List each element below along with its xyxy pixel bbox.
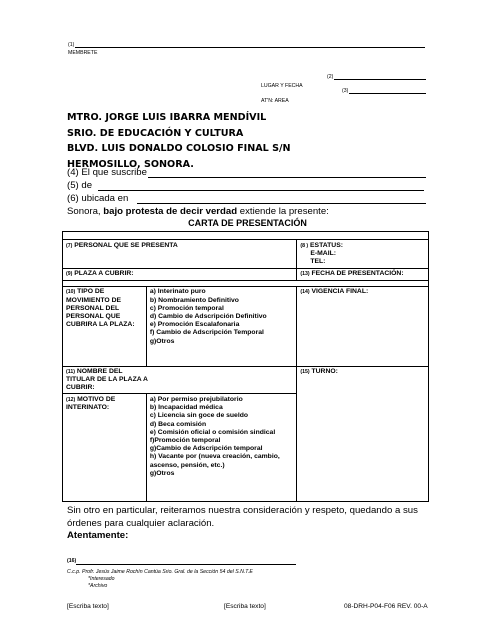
field-9-number: (9) [66, 271, 73, 278]
recipient-address: BLVD. LUIS DONALDO COLOSIO FINAL S/N [67, 143, 291, 154]
field-5-line[interactable] [98, 190, 424, 191]
field-4-label: (4) El que suscribe [67, 167, 147, 178]
membrete-label: MEMBRETE [68, 50, 98, 56]
ccp-interesado: *Interesado [88, 576, 115, 582]
field-2-line[interactable] [334, 79, 426, 80]
field-15-cell[interactable] [297, 366, 429, 502]
field-10-number: (10) [66, 289, 76, 296]
field-6-line[interactable] [137, 203, 426, 204]
signature-line[interactable] [76, 564, 296, 565]
field-13-cell[interactable] [297, 268, 429, 280]
interinato-option[interactable]: g)Cambio de Adscripción temporal [149, 445, 263, 453]
ccp-text: C.c.p. Profr. Jesús Jaime Rochín Cantúa Srio. Gral. de la Sección 54 del S.N.T.E [67, 569, 253, 575]
protesta-line [67, 206, 329, 217]
movement-option[interactable]: e) Promoción Escalafonaria [149, 321, 240, 329]
recipient-name: MTRO. JORGE LUIS IBARRA MENDÍVIL [67, 112, 267, 123]
field-5-label: (5) de [67, 180, 93, 191]
field-8-cell[interactable] [297, 240, 429, 269]
document-title: CARTA DE PRESENTACIÓN [188, 218, 307, 228]
recipient-city: HERMOSILLO, SONORA. [67, 158, 194, 170]
field-8-label: ESTATUS: [310, 241, 343, 249]
field-12-cell [63, 394, 147, 502]
field-15-label: TURNO: [311, 368, 338, 376]
movement-option[interactable]: d) Cambio de Adscripción Definitivo [149, 312, 267, 320]
protesta-bold: bajo protesta de decir verdad [103, 206, 238, 217]
field-11-number: (11) [66, 368, 75, 375]
interinato-option[interactable]: d) Beca comisión [149, 420, 207, 428]
field-7-cell[interactable] [63, 240, 297, 269]
field-10-cell [63, 286, 147, 366]
closing-text: Sin otro en particular, reiteramos nuestra consideración y respeto, quedando a sus órdenes para cualquier aclaración. [67, 505, 418, 529]
field-7-number: (7) [66, 242, 73, 249]
interinato-option[interactable]: h) Vacante por (nueva creación, cambio, ascenso, pensión, etc.) [149, 453, 280, 469]
field-14-cell[interactable] [297, 286, 429, 366]
movement-option[interactable]: b) Nombramiento Definitivo [149, 296, 239, 304]
footer-document-code: 08-DRH-P04-F06 REV. 00-A [344, 603, 428, 610]
field-2-number: (2) [327, 74, 334, 80]
protesta-pre: Sonora, [67, 206, 101, 217]
field-16-number: (16) [67, 558, 77, 564]
interinato-option[interactable]: g)Otros [149, 469, 175, 477]
atn-area-label: AT'N: AREA [261, 98, 289, 104]
field-13-number: (13) [300, 271, 310, 278]
lugar-fecha-label: LUGAR Y FECHA [261, 83, 303, 89]
field-14-label: VIGENCIA FINAL: [311, 288, 369, 296]
form-top-spacer [63, 232, 429, 240]
field-9-label: PLAZA A CUBRIR: [74, 270, 134, 278]
field-12-options[interactable] [146, 394, 297, 502]
field-4-line[interactable] [148, 177, 426, 178]
atentamente-label: Atentamente: [67, 530, 129, 541]
field-6-label: (6) ubicada en [67, 193, 129, 204]
movement-option[interactable]: c) Promoción temporal [149, 304, 224, 312]
field-12-number: (12) [66, 396, 76, 403]
interinato-option[interactable]: c) Licencia sin goce de sueldo [149, 412, 249, 420]
field-11-cell[interactable] [63, 366, 297, 394]
interinato-option[interactable]: f)Promoción temporal [149, 436, 221, 444]
presentation-form [62, 231, 429, 502]
interinato-option[interactable]: a) Por permiso prejubilatorio [149, 395, 243, 403]
movement-option[interactable]: a) Interinato puro [149, 288, 206, 296]
field-8-number: (8 ) [300, 242, 309, 249]
interinato-option[interactable]: e) Comisión oficial o comisión sindical [149, 428, 276, 436]
membrete-line[interactable] [75, 47, 425, 48]
footer-center-text: [Escriba texto] [224, 603, 266, 610]
field-12-label: MOTIVO DE INTERINATO: [66, 395, 116, 412]
field-10-label: TIPO DE MOVIMIENTO DE PERSONAL DEL PERSONAL QUE CUBRIRA LA PLAZA: [66, 288, 135, 329]
email-label: E-MAIL: [310, 249, 337, 257]
field-15-number: (15) [300, 369, 310, 376]
field-9-cell[interactable] [63, 268, 297, 280]
footer-left-text: [Escriba texto] [67, 603, 109, 610]
recipient-block [67, 110, 291, 172]
ccp-archivo: *Archivo [88, 583, 108, 589]
field-13-label: FECHA DE PRESENTACIÓN: [311, 270, 404, 278]
interinato-option[interactable]: b) Incapacidad médica [149, 404, 223, 412]
field-3-line[interactable] [349, 93, 426, 94]
recipient-position: SRIO. DE EDUCACIÓN Y CULTURA [67, 127, 244, 139]
tel-label: TEL: [310, 257, 326, 265]
field-3-number: (3) [342, 88, 349, 94]
protesta-post: extiende la presente: [239, 206, 329, 217]
movement-option[interactable]: f) Cambio de Adscripción Temporal [149, 329, 264, 337]
field-7-label: PERSONAL QUE SE PRESENTA [74, 241, 178, 249]
field-1-number: (1) [68, 42, 75, 48]
field-14-number: (14) [300, 289, 310, 296]
field-11-label: NOMBRE DEL TITULAR DE LA PLAZA A CUBRIR: [66, 367, 148, 392]
field-10-options[interactable] [146, 286, 297, 366]
movement-option[interactable]: g)Otros [149, 337, 175, 345]
